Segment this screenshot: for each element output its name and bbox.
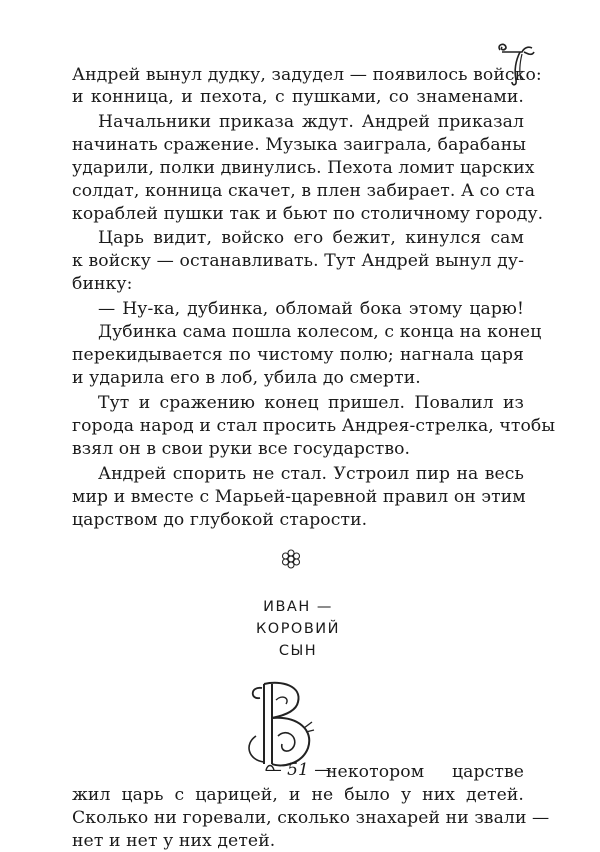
text-line: города народ и стал просить Андрея-стрелка, чтобы: [72, 416, 556, 436]
text-line: начинать сражение. Музыка заиграла, барабаны: [72, 135, 527, 155]
text-line: Андрей вынул дудку, задудел — появилось войско:: [72, 65, 542, 85]
text-line: Сколько ни горевали, сколько знахарей ни звали —: [72, 808, 550, 828]
page-number: — 51 —: [264, 760, 332, 780]
text-line: некотором царстве: [326, 762, 524, 782]
text-line: Начальники приказа ждут. Андрей приказал: [98, 112, 524, 132]
text-line: царством до глубокой старости.: [72, 510, 368, 530]
text-line: ударили, полки двинулись. Пехота ломит царских: [72, 158, 535, 178]
text-line: взял он в свои руки все государство.: [72, 439, 411, 459]
text-line: Тут и сражению конец пришел. Повалил из: [98, 393, 524, 413]
story-title-line: ИВАН —: [263, 599, 333, 615]
text-line: нет и нет у них детей.: [72, 831, 276, 851]
text-line: жил царь с царицей, и не было у них детей.: [72, 785, 524, 805]
story-title-line: СЫН: [278, 643, 318, 659]
rosette-icon: [280, 549, 302, 569]
text-line: Андрей спорить не стал. Устроил пир на весь: [98, 464, 524, 484]
text-line: Царь видит, войско его бежит, кинулся сам: [98, 228, 524, 248]
text-line: — Ну-ка, дубинка, обломай бока этому царю!: [98, 299, 524, 319]
text-line: солдат, конница скачет, в плен забирает. А со ста: [72, 181, 536, 201]
text-line: кораблей пушки так и бьют по столичному городу.: [72, 204, 544, 224]
text-line: Дубинка сама пошла колесом, с конца на конец: [98, 322, 542, 342]
text-line: бинку:: [72, 274, 133, 294]
text-line: перекидывается по чистому полю; нагнала царя: [72, 345, 524, 365]
text-line: мир и вместе с Марьей-царевной правил он этим: [72, 487, 526, 507]
text-line: и ударила его в лоб, убила до смерти.: [72, 368, 421, 388]
text-line: к войску — останавливать. Тут Андрей вынул ду-: [72, 251, 524, 271]
text-line: и конница, и пехота, с пушками, со знаменами.: [72, 87, 524, 107]
story-title-line: КОРОВИЙ: [255, 621, 340, 637]
